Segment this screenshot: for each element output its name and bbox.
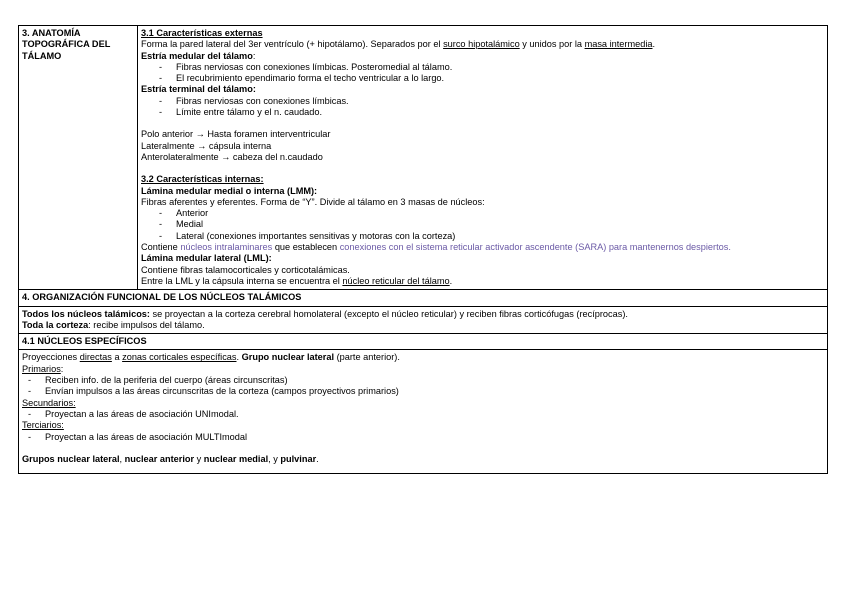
polo-line: Lateralmente → cápsula interna xyxy=(141,140,272,151)
estria-medular-list xyxy=(141,62,824,85)
list-item: - Lateral (conexiones importantes sensitivas y motoras con la corteza) xyxy=(159,231,824,242)
contiene-paragraph: Contiene núcleos intralaminares que establecen conexiones con el sistema reticular activador ascendente (SARA) para mantenernos despiertos. xyxy=(141,242,731,253)
lmm-text: Fibras aferentes y eferentes. Forma de “Y”. Divide al tálamo en 3 masas de núcleos: xyxy=(141,196,485,207)
secundarios-label: Secundarios: xyxy=(22,397,76,408)
anatomia-content: 3.1 Características externas Forma la pared lateral del 3er ventrículo (+ hipotálamo). Separados por el surco hipotalámico y unidos por la masa intermedia. Estría medular del tálamo: - Fibras nerviosas con conexiones límbicas. Posteromedial al tálamo. - El recubrimiento ependimario forma el techo ventricular a lo largo. Estría terminal del tálamo: - Fibras nerviosas con conexiones límbicas. - Límite entre tálamo y el n. caudado. Polo anterior → Hasta foramen interventricular Lateralmente → cápsula interna Anterolateralmente → cabeza del n.caudado 3.2 Características internas: Lámina medular medial o interna (LMM): Fibras aferentes y eferentes. Forma de “Y”. Divide al tálamo en 3 masas de núcleos: - Anterior - Medial - Lateral (conexiones importantes sensitivas y motoras con la corteza) Contiene núcleos intralaminares que establecen conexiones con el sistema reticular activador ascendente (SARA) para mantenernos despiertos. Lámina medular lateral (LML): Contiene fibras talamocorticales y corticotalámicas. Entre la LML y la cápsula interna se encuentra el núcleo reticular del tálamo. xyxy=(138,26,828,290)
heading-caracteristicas-internas: 3.2 Características internas: xyxy=(141,174,264,185)
row-especificos-title xyxy=(19,334,828,350)
list-item: - Envían impulsos a las áreas circunscritas de la corteza (campos proyectivos primarios) xyxy=(28,386,824,397)
estria-terminal-list xyxy=(141,96,824,119)
estria-medular-title: Estría medular del tálamo xyxy=(141,50,253,61)
heading-caracteristicas-externas: 3.1 Características externas xyxy=(141,28,263,38)
list-item: - Proyectan a las áreas de asociación UNImodal. xyxy=(28,409,824,420)
row-organizacion-content xyxy=(19,306,828,334)
organizacion-content: Todos los núcleos talámicos: se proyectan a la corteza cerebral homolateral (excepto el núcleo reticular) y reciben fibras corticófugas (recíprocas). Toda la corteza: recibe impulsos del tálamo. xyxy=(19,306,828,334)
polo-line: Polo anterior → Hasta foramen interventricular xyxy=(141,129,331,140)
section-title-especificos: 4.1 NÚCLEOS ESPECÍFICOS xyxy=(19,334,828,350)
list-item: - El recubrimiento ependimario forma el techo ventricular a lo largo. xyxy=(159,73,824,84)
row-organizacion-title xyxy=(19,290,828,306)
polo-line: Anterolateralmente → cabeza del n.caudado xyxy=(141,151,323,162)
grupos-line: Grupos nuclear lateral, nuclear anterior y nuclear medial, y pulvinar. xyxy=(22,453,319,464)
list-item: - Proyectan a las áreas de asociación MULTImodal xyxy=(28,432,824,443)
lml-text: Contiene fibras talamocorticales y corticotalámicas. xyxy=(141,264,350,275)
estria-terminal-title: Estría terminal del tálamo: xyxy=(141,84,256,95)
primarios-list xyxy=(22,375,824,398)
entre-paragraph: Entre la LML y la cápsula interna se encuentra el núcleo reticular del tálamo. xyxy=(141,275,453,286)
side-title: 3. ANATOMÍA TOPOGRÁFICA DEL TÁLAMO xyxy=(19,26,138,290)
especificos-content: Proyecciones directas a zonas corticales específicas. Grupo nuclear lateral (parte anterior). Primarios: - Reciben info. de la periferia del cuerpo (áreas circunscritas) - Envían impulsos a las áreas circunscritas de la corteza (campos proyectivos primarios) Secundarios: - Proyectan a las áreas de asociación UNImodal. Terciarios: - Proyectan a las áreas de asociación MULTImodal Grupos nuclear lateral, nuclear anterior y nuclear medial, y pulvinar. xyxy=(19,350,828,474)
list-item: - Fibras nerviosas con conexiones límbicas. Posteromedial al tálamo. xyxy=(159,62,824,73)
lmm-title: Lámina medular medial o interna (LMM): xyxy=(141,185,318,196)
notes-table xyxy=(18,25,828,474)
section-title-organizacion: 4. ORGANIZACIÓN FUNCIONAL DE LOS NÚCLEOS TALÁMICOS xyxy=(19,290,828,306)
row-anatomia xyxy=(19,26,828,290)
list-item: - Límite entre tálamo y el n. caudado. xyxy=(159,107,824,118)
terciarios-list xyxy=(22,432,824,443)
lml-title: Lámina medular lateral (LML): xyxy=(141,253,272,264)
list-item: - Fibras nerviosas con conexiones límbicas. xyxy=(159,96,824,107)
paragraph-pared-lateral: Forma la pared lateral del 3er ventrículo (+ hipotálamo). Separados por el surco hipotalámico y unidos por la masa intermedia. xyxy=(141,39,656,50)
row-especificos-content xyxy=(19,350,828,474)
list-item: - Anterior xyxy=(159,208,824,219)
list-item: - Medial xyxy=(159,219,824,230)
terciarios-label: Terciarios: xyxy=(22,420,64,431)
lmm-list xyxy=(141,208,824,242)
list-item: - Reciben info. de la periferia del cuerpo (áreas circunscritas) xyxy=(28,375,824,386)
proyecciones-line: Proyecciones directas a zonas corticales específicas. Grupo nuclear lateral (parte anterior). xyxy=(22,352,400,363)
primarios-label: Primarios xyxy=(22,363,61,374)
secundarios-list xyxy=(22,409,824,420)
